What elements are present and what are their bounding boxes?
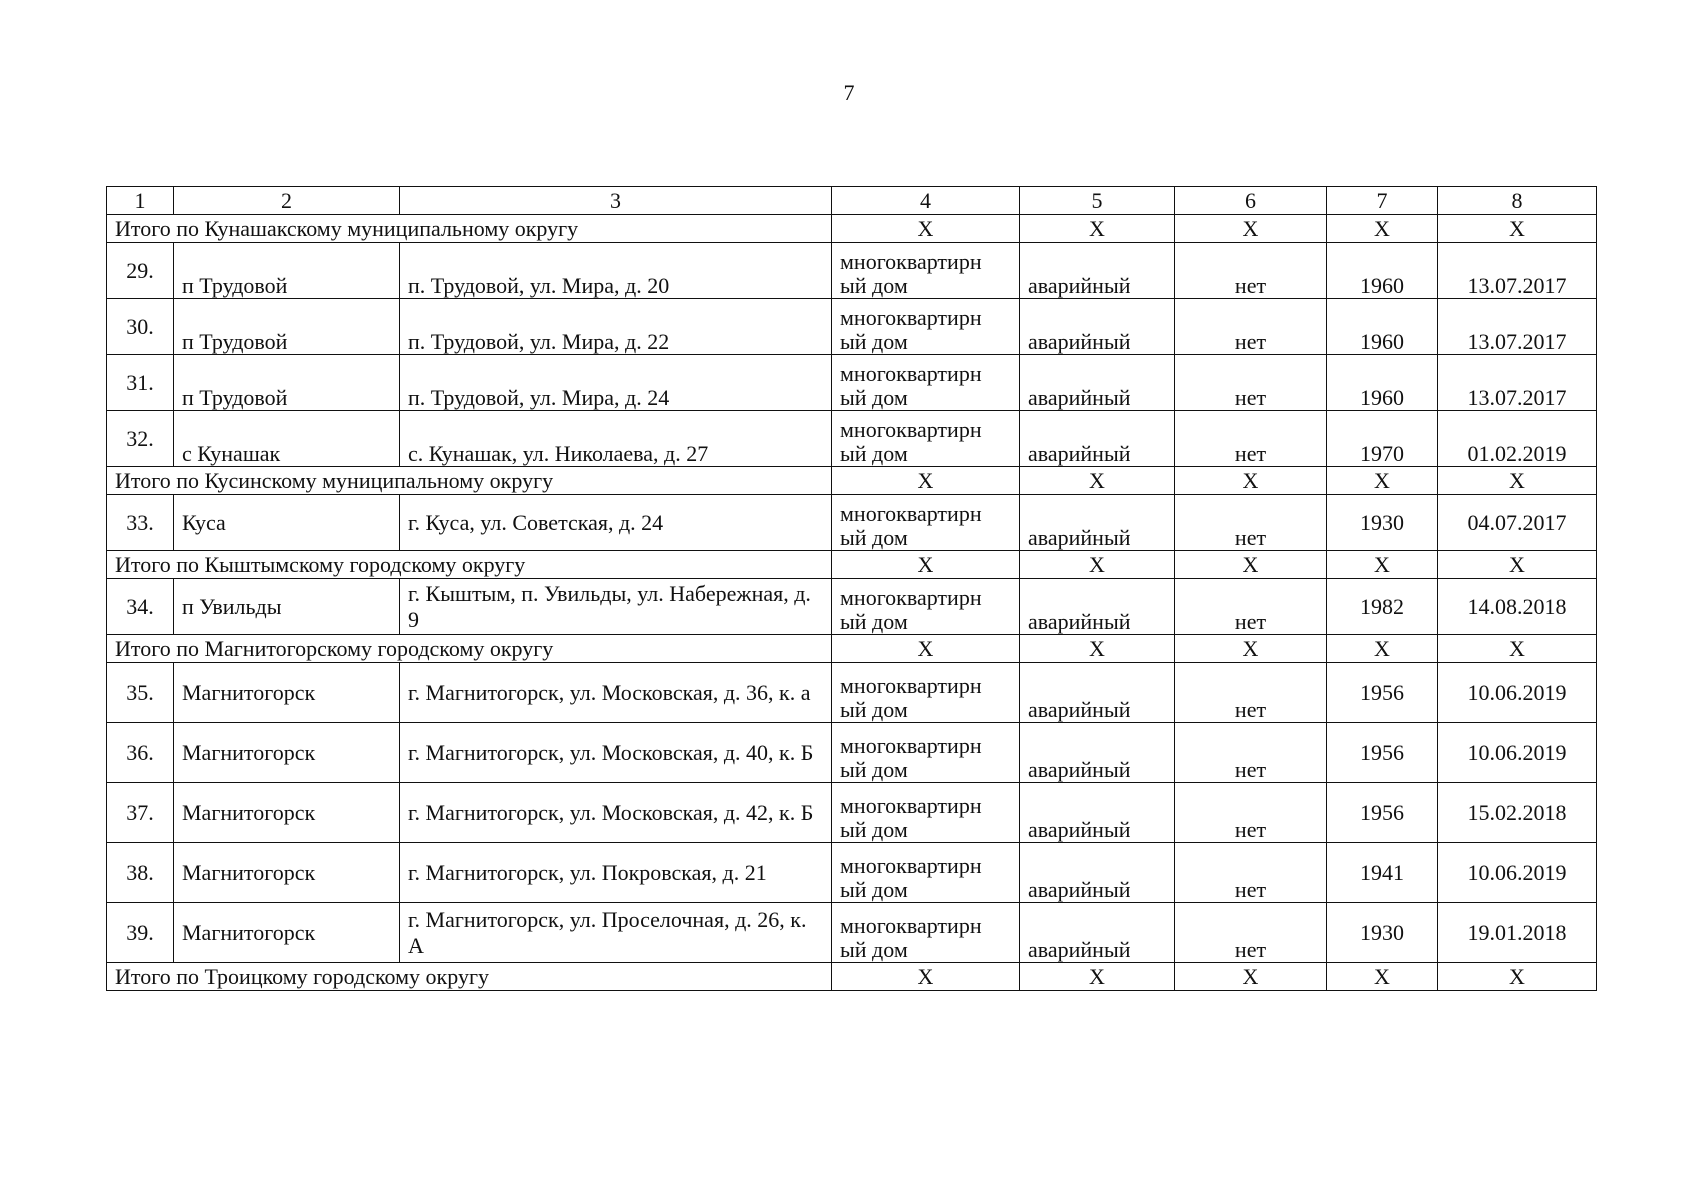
subtotal-mark: X xyxy=(1020,467,1175,495)
year-cell: 1982 xyxy=(1327,579,1438,635)
subtotal-mark: X xyxy=(832,551,1020,579)
date-cell: 13.07.2017 xyxy=(1438,243,1597,299)
subtotal-row xyxy=(107,467,1597,495)
status-cell: аварийный xyxy=(1020,411,1175,467)
table-row xyxy=(107,663,1597,723)
flag-cell: нет xyxy=(1175,663,1327,723)
table-row xyxy=(107,355,1597,411)
table-row xyxy=(107,411,1597,467)
column-number: 8 xyxy=(1438,187,1597,215)
row-number: 38. xyxy=(107,843,174,903)
address-cell: п. Трудовой, ул. Мира, д. 24 xyxy=(400,355,832,411)
status-cell: аварийный xyxy=(1020,495,1175,551)
address-cell: п. Трудовой, ул. Мира, д. 20 xyxy=(400,243,832,299)
column-number: 5 xyxy=(1020,187,1175,215)
subtotal-label: Итого по Кыштымскому городскому округу xyxy=(107,551,832,579)
date-cell: 04.07.2017 xyxy=(1438,495,1597,551)
row-number: 30. xyxy=(107,299,174,355)
year-cell: 1956 xyxy=(1327,723,1438,783)
status-cell: аварийный xyxy=(1020,723,1175,783)
status-cell: аварийный xyxy=(1020,663,1175,723)
subtotal-mark: X xyxy=(1175,635,1327,663)
address-cell: с. Кунашак, ул. Николаева, д. 27 xyxy=(400,411,832,467)
address-cell: г. Магнитогорск, ул. Московская, д. 42, к. Б xyxy=(400,783,832,843)
flag-cell: нет xyxy=(1175,903,1327,963)
table-row xyxy=(107,299,1597,355)
date-cell: 10.06.2019 xyxy=(1438,663,1597,723)
subtotal-mark: X xyxy=(1327,215,1438,243)
year-cell: 1970 xyxy=(1327,411,1438,467)
subtotal-label: Итого по Троицкому городскому округу xyxy=(107,963,832,991)
page-number: 7 xyxy=(843,80,855,105)
subtotal-label: Итого по Кунашакскому муниципальному округу xyxy=(107,215,832,243)
building-type-cell: многоквартирн ый дом xyxy=(832,843,1020,903)
date-cell: 19.01.2018 xyxy=(1438,903,1597,963)
subtotal-mark: X xyxy=(1175,963,1327,991)
row-number: 33. xyxy=(107,495,174,551)
date-cell: 14.08.2018 xyxy=(1438,579,1597,635)
locality-cell: с Кунашак xyxy=(174,411,400,467)
building-type-cell: многоквартирн ый дом xyxy=(832,663,1020,723)
subtotal-mark: X xyxy=(1175,215,1327,243)
year-cell: 1956 xyxy=(1327,783,1438,843)
subtotal-mark: X xyxy=(1327,635,1438,663)
subtotal-mark: X xyxy=(1020,635,1175,663)
subtotal-mark: X xyxy=(1020,963,1175,991)
table-row xyxy=(107,579,1597,635)
table-row xyxy=(107,903,1597,963)
address-cell: г. Магнитогорск, ул. Московская, д. 36, к. а xyxy=(400,663,832,723)
flag-cell: нет xyxy=(1175,355,1327,411)
building-type-cell: многоквартирн ый дом xyxy=(832,411,1020,467)
locality-cell: п Трудовой xyxy=(174,243,400,299)
status-cell: аварийный xyxy=(1020,243,1175,299)
subtotal-mark: X xyxy=(1327,963,1438,991)
date-cell: 13.07.2017 xyxy=(1438,355,1597,411)
address-cell: г. Куса, ул. Советская, д. 24 xyxy=(400,495,832,551)
subtotal-mark: X xyxy=(832,467,1020,495)
subtotal-mark: X xyxy=(1175,551,1327,579)
date-cell: 10.06.2019 xyxy=(1438,843,1597,903)
building-type-cell: многоквартирн ый дом xyxy=(832,355,1020,411)
subtotal-mark: X xyxy=(1175,467,1327,495)
locality-cell: Магнитогорск xyxy=(174,903,400,963)
year-cell: 1960 xyxy=(1327,355,1438,411)
row-number: 39. xyxy=(107,903,174,963)
building-type-cell: многоквартирн ый дом xyxy=(832,495,1020,551)
subtotal-mark: X xyxy=(1438,215,1597,243)
column-number: 3 xyxy=(400,187,832,215)
table-row xyxy=(107,843,1597,903)
subtotal-mark: X xyxy=(832,215,1020,243)
subtotal-mark: X xyxy=(1438,635,1597,663)
table-body xyxy=(107,187,1597,991)
locality-cell: Магнитогорск xyxy=(174,783,400,843)
subtotal-mark: X xyxy=(1438,963,1597,991)
address-cell: г. Кыштым, п. Увильды, ул. Набережная, д. 9 xyxy=(400,579,832,635)
building-type-cell: многоквартирн ый дом xyxy=(832,783,1020,843)
row-number: 34. xyxy=(107,579,174,635)
flag-cell: нет xyxy=(1175,579,1327,635)
year-cell: 1960 xyxy=(1327,243,1438,299)
status-cell: аварийный xyxy=(1020,355,1175,411)
row-number: 32. xyxy=(107,411,174,467)
locality-cell: Магнитогорск xyxy=(174,663,400,723)
date-cell: 01.02.2019 xyxy=(1438,411,1597,467)
locality-cell: п Трудовой xyxy=(174,355,400,411)
status-cell: аварийный xyxy=(1020,903,1175,963)
subtotal-mark: X xyxy=(1438,467,1597,495)
subtotal-mark: X xyxy=(832,635,1020,663)
status-cell: аварийный xyxy=(1020,579,1175,635)
subtotal-mark: X xyxy=(1327,551,1438,579)
subtotal-mark: X xyxy=(1020,551,1175,579)
subtotal-row xyxy=(107,635,1597,663)
subtotal-mark: X xyxy=(1438,551,1597,579)
flag-cell: нет xyxy=(1175,299,1327,355)
address-cell: г. Магнитогорск, ул. Проселочная, д. 26, к. А xyxy=(400,903,832,963)
housing-registry-table xyxy=(106,186,1597,991)
locality-cell: Куса xyxy=(174,495,400,551)
status-cell: аварийный xyxy=(1020,299,1175,355)
subtotal-label: Итого по Магнитогорскому городскому округу xyxy=(107,635,832,663)
status-cell: аварийный xyxy=(1020,843,1175,903)
subtotal-mark: X xyxy=(1327,467,1438,495)
locality-cell: Магнитогорск xyxy=(174,843,400,903)
row-number: 36. xyxy=(107,723,174,783)
address-cell: п. Трудовой, ул. Мира, д. 22 xyxy=(400,299,832,355)
subtotal-mark: X xyxy=(832,963,1020,991)
flag-cell: нет xyxy=(1175,723,1327,783)
building-type-cell: многоквартирн ый дом xyxy=(832,299,1020,355)
building-type-cell: многоквартирн ый дом xyxy=(832,723,1020,783)
table-row xyxy=(107,723,1597,783)
date-cell: 15.02.2018 xyxy=(1438,783,1597,843)
address-cell: г. Магнитогорск, ул. Покровская, д. 21 xyxy=(400,843,832,903)
subtotal-row xyxy=(107,551,1597,579)
flag-cell: нет xyxy=(1175,495,1327,551)
flag-cell: нет xyxy=(1175,783,1327,843)
locality-cell: п Трудовой xyxy=(174,299,400,355)
locality-cell: Магнитогорск xyxy=(174,723,400,783)
year-cell: 1960 xyxy=(1327,299,1438,355)
flag-cell: нет xyxy=(1175,843,1327,903)
flag-cell: нет xyxy=(1175,411,1327,467)
column-number: 6 xyxy=(1175,187,1327,215)
subtotal-row xyxy=(107,963,1597,991)
address-cell: г. Магнитогорск, ул. Московская, д. 40, к. Б xyxy=(400,723,832,783)
year-cell: 1930 xyxy=(1327,495,1438,551)
subtotal-mark: X xyxy=(1020,215,1175,243)
locality-cell: п Увильды xyxy=(174,579,400,635)
building-type-cell: многоквартирн ый дом xyxy=(832,243,1020,299)
building-type-cell: многоквартирн ый дом xyxy=(832,903,1020,963)
year-cell: 1930 xyxy=(1327,903,1438,963)
column-number: 1 xyxy=(107,187,174,215)
flag-cell: нет xyxy=(1175,243,1327,299)
subtotal-row xyxy=(107,215,1597,243)
status-cell: аварийный xyxy=(1020,783,1175,843)
column-number: 7 xyxy=(1327,187,1438,215)
column-number: 4 xyxy=(832,187,1020,215)
row-number: 37. xyxy=(107,783,174,843)
date-cell: 13.07.2017 xyxy=(1438,299,1597,355)
year-cell: 1956 xyxy=(1327,663,1438,723)
row-number: 35. xyxy=(107,663,174,723)
column-number: 2 xyxy=(174,187,400,215)
subtotal-label: Итого по Кусинскому муниципальному округу xyxy=(107,467,832,495)
table-row xyxy=(107,495,1597,551)
year-cell: 1941 xyxy=(1327,843,1438,903)
row-number: 29. xyxy=(107,243,174,299)
column-number-row xyxy=(107,187,1597,215)
row-number: 31. xyxy=(107,355,174,411)
building-type-cell: многоквартирн ый дом xyxy=(832,579,1020,635)
date-cell: 10.06.2019 xyxy=(1438,723,1597,783)
table-row xyxy=(107,243,1597,299)
table-row xyxy=(107,783,1597,843)
